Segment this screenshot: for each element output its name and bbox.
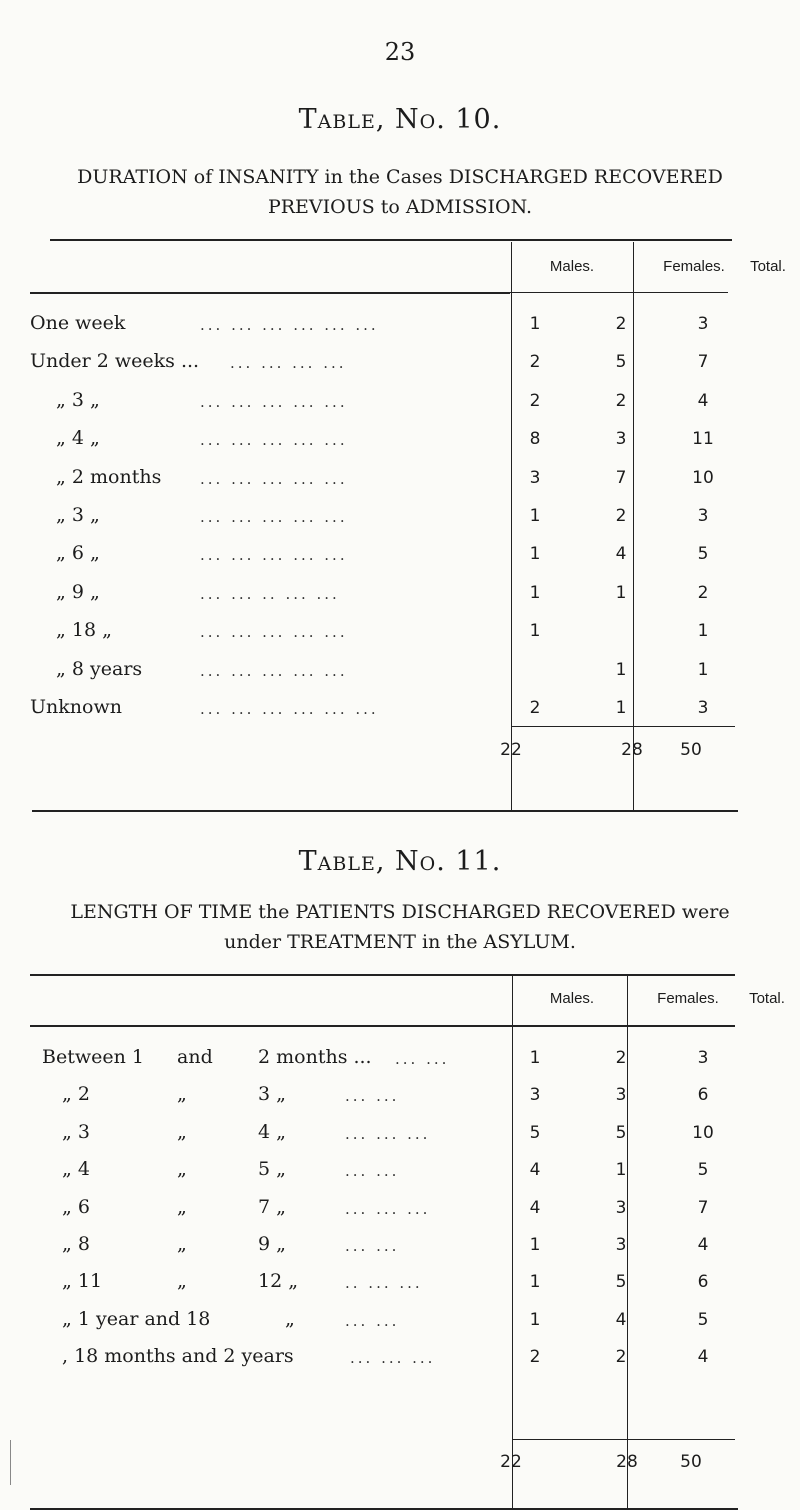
row-leader-dots: ... ... (395, 1050, 450, 1068)
table-row (0, 389, 800, 419)
table-row (0, 350, 800, 380)
table-row (0, 696, 800, 726)
females-cell: 3 (615, 1235, 627, 1255)
table-row (0, 1158, 800, 1188)
table-10-males-header: Males. (549, 258, 595, 275)
females-cell: 2 (615, 391, 627, 411)
table-10-total-total: 50 (680, 740, 702, 760)
row-leader-dots: ... ... ... ... ... (200, 393, 348, 411)
total-cell: 5 (697, 1160, 709, 1180)
total-cell: 1 (697, 660, 709, 680)
total-cell: 7 (697, 1198, 709, 1218)
females-cell: 7 (615, 468, 627, 488)
males-cell: 1 (529, 583, 541, 603)
table-row (0, 658, 800, 688)
table-10-subtitle-line1: DURATION of INSANITY in the Cases DISCHARGED RECOVERED (77, 166, 723, 188)
table-11-subtitle-line2: under TREATMENT in the ASYLUM. (224, 931, 576, 953)
total-cell: 7 (697, 352, 709, 372)
row-leader-dots: ... ... ... ... ... ... (200, 700, 379, 718)
table-10-header-rule-right (510, 292, 728, 293)
table-11-total-header: Total. (749, 990, 785, 1007)
table-11-top-rule (30, 974, 735, 976)
row-label: „ 18 „ (56, 619, 112, 641)
males-cell: 4 (529, 1160, 541, 1180)
males-cell: 5 (529, 1123, 541, 1143)
row-and: „ (177, 1121, 187, 1143)
row-and: „ (177, 1233, 187, 1255)
row-leader-dots: ... ... ... ... ... (200, 546, 348, 564)
table-11-title: Table, No. 11. (298, 846, 502, 877)
males-cell: 1 (529, 506, 541, 526)
row-leader-dots: ... ... ... (345, 1125, 431, 1143)
row-from: „ 1 year and 18 (62, 1308, 211, 1330)
row-to: 9 „ (258, 1233, 286, 1255)
females-cell: 1 (615, 1160, 627, 1180)
total-cell: 3 (697, 314, 709, 334)
females-cell: 2 (615, 314, 627, 334)
row-label: „ 6 „ (56, 542, 100, 564)
table-11-females-header: Females. (657, 990, 719, 1007)
males-cell: 1 (529, 1048, 541, 1068)
row-label: „ 3 „ (56, 504, 100, 526)
females-cell: 4 (615, 544, 627, 564)
row-label: „ 4 „ (56, 427, 100, 449)
males-cell: 1 (529, 544, 541, 564)
row-to: 7 „ (258, 1196, 286, 1218)
table-row (0, 1046, 800, 1076)
males-cell: 2 (529, 698, 541, 718)
females-cell: 1 (615, 583, 627, 603)
total-cell: 4 (697, 1347, 709, 1367)
table-10-total-females: 28 (621, 740, 643, 760)
table-row (0, 504, 800, 534)
row-from: „ 3 (62, 1121, 90, 1143)
table-row (0, 581, 800, 611)
row-leader-dots: ... ... (345, 1237, 400, 1255)
row-to: 5 „ (258, 1158, 286, 1180)
table-10-header-rule (30, 292, 510, 294)
row-leader-dots: ... ... ... (350, 1349, 436, 1367)
males-cell: 4 (529, 1198, 541, 1218)
table-row (0, 1233, 800, 1263)
row-to: 12 „ (258, 1270, 299, 1292)
table-row (0, 312, 800, 342)
table-10-total-header: Total. (750, 258, 786, 275)
total-cell: 4 (697, 1235, 709, 1255)
total-cell: 3 (697, 1048, 709, 1068)
table-11-total-females: 28 (616, 1452, 638, 1472)
table-row (0, 1308, 800, 1338)
total-cell: 3 (697, 506, 709, 526)
table-10-top-rule (50, 239, 732, 241)
females-cell: 2 (615, 1048, 627, 1068)
table-row (0, 542, 800, 572)
males-cell: 3 (529, 1085, 541, 1105)
table-10-subtitle-line2: PREVIOUS to ADMISSION. (267, 196, 533, 218)
row-label: Unknown (30, 696, 122, 718)
row-label: „ 8 years (56, 658, 143, 680)
females-cell: 2 (615, 1347, 627, 1367)
row-leader-dots: ... ... .. ... ... (200, 585, 340, 603)
females-cell: 4 (615, 1310, 627, 1330)
table-11-males-header: Males. (549, 990, 595, 1007)
row-to: 3 „ (258, 1083, 286, 1105)
row-leader-dots: ... ... ... ... ... (200, 662, 348, 680)
table-row (0, 619, 800, 649)
table-11-header-rule (30, 1025, 735, 1027)
table-11-subtitle-line1: LENGTH OF TIME the PATIENTS DISCHARGED RECOVERED were (70, 901, 730, 923)
row-leader-dots: ... ... ... ... ... (200, 508, 348, 526)
row-leader-dots: ... ... ... (345, 1200, 431, 1218)
females-cell: 1 (615, 660, 627, 680)
total-cell: 6 (697, 1085, 709, 1105)
table-10-title: Table, No. 10. (298, 104, 502, 135)
row-leader-dots: ... ... ... ... ... (200, 470, 348, 488)
females-cell: 5 (615, 1272, 627, 1292)
total-cell: 10 (692, 468, 714, 488)
table-row (0, 1083, 800, 1113)
row-to: 2 months ... (258, 1046, 372, 1068)
females-cell: 3 (615, 1085, 627, 1105)
males-cell: 8 (529, 429, 541, 449)
row-leader-dots: ... ... (345, 1162, 400, 1180)
males-cell: 2 (529, 1347, 541, 1367)
total-cell: 1 (697, 621, 709, 641)
total-cell: 3 (697, 698, 709, 718)
table-row (0, 1270, 800, 1300)
row-from: , 18 months and 2 years (62, 1345, 294, 1367)
row-and: „ (177, 1270, 187, 1292)
females-cell: 1 (615, 698, 627, 718)
table-row (0, 1121, 800, 1151)
table-11-total-males: 22 (500, 1452, 522, 1472)
total-cell: 6 (697, 1272, 709, 1292)
females-cell: 5 (615, 1123, 627, 1143)
row-leader-dots: ... ... ... ... ... (200, 623, 348, 641)
total-cell: 10 (692, 1123, 714, 1143)
total-cell: 11 (692, 429, 714, 449)
males-cell: 2 (529, 352, 541, 372)
row-leader-dots: ... ... ... ... (230, 354, 347, 372)
total-cell: 5 (697, 544, 709, 564)
total-cell: 2 (697, 583, 709, 603)
table-row (0, 466, 800, 496)
females-cell: 3 (615, 429, 627, 449)
table-10-total-males: 22 (500, 740, 522, 760)
table-row (0, 1196, 800, 1226)
row-leader-dots: .. ... ... (345, 1274, 423, 1292)
row-label: „ 3 „ (56, 389, 100, 411)
table-11-sum-rule (512, 1439, 735, 1440)
page-edge-mark (10, 1440, 11, 1485)
row-label: „ 2 months (56, 466, 162, 488)
females-cell: 5 (615, 352, 627, 372)
table-10-bottom-rule (32, 810, 738, 812)
row-from: „ 4 (62, 1158, 90, 1180)
table-11-total-total: 50 (680, 1452, 702, 1472)
row-label: One week (30, 312, 126, 334)
row-and: and (177, 1046, 213, 1068)
males-cell: 1 (529, 314, 541, 334)
row-and: „ (177, 1083, 187, 1105)
row-and: „ (177, 1196, 187, 1218)
row-from: Between 1 (42, 1046, 144, 1068)
females-cell: 2 (615, 506, 627, 526)
row-leader-dots: ... ... (345, 1087, 400, 1105)
row-leader-dots: ... ... (345, 1312, 400, 1330)
table-row (0, 1345, 800, 1375)
row-label: Under 2 weeks ... (30, 350, 200, 372)
males-cell: 2 (529, 391, 541, 411)
males-cell: 1 (529, 1310, 541, 1330)
row-to: 4 „ (258, 1121, 286, 1143)
row-from: „ 6 (62, 1196, 90, 1218)
table-10-females-header: Females. (663, 258, 725, 275)
table-10-sum-rule (511, 726, 735, 727)
total-cell: 5 (697, 1310, 709, 1330)
table-row (0, 427, 800, 457)
males-cell: 1 (529, 1272, 541, 1292)
page-number: 23 (384, 38, 416, 66)
row-and: „ (177, 1158, 187, 1180)
males-cell: 1 (529, 1235, 541, 1255)
row-to: „ (285, 1308, 295, 1330)
males-cell: 3 (529, 468, 541, 488)
row-from: „ 2 (62, 1083, 90, 1105)
row-leader-dots: ... ... ... ... ... (200, 431, 348, 449)
total-cell: 4 (697, 391, 709, 411)
row-label: „ 9 „ (56, 581, 100, 603)
females-cell: 3 (615, 1198, 627, 1218)
row-leader-dots: ... ... ... ... ... ... (200, 316, 379, 334)
row-from: „ 11 (62, 1270, 103, 1292)
row-from: „ 8 (62, 1233, 90, 1255)
males-cell: 1 (529, 621, 541, 641)
